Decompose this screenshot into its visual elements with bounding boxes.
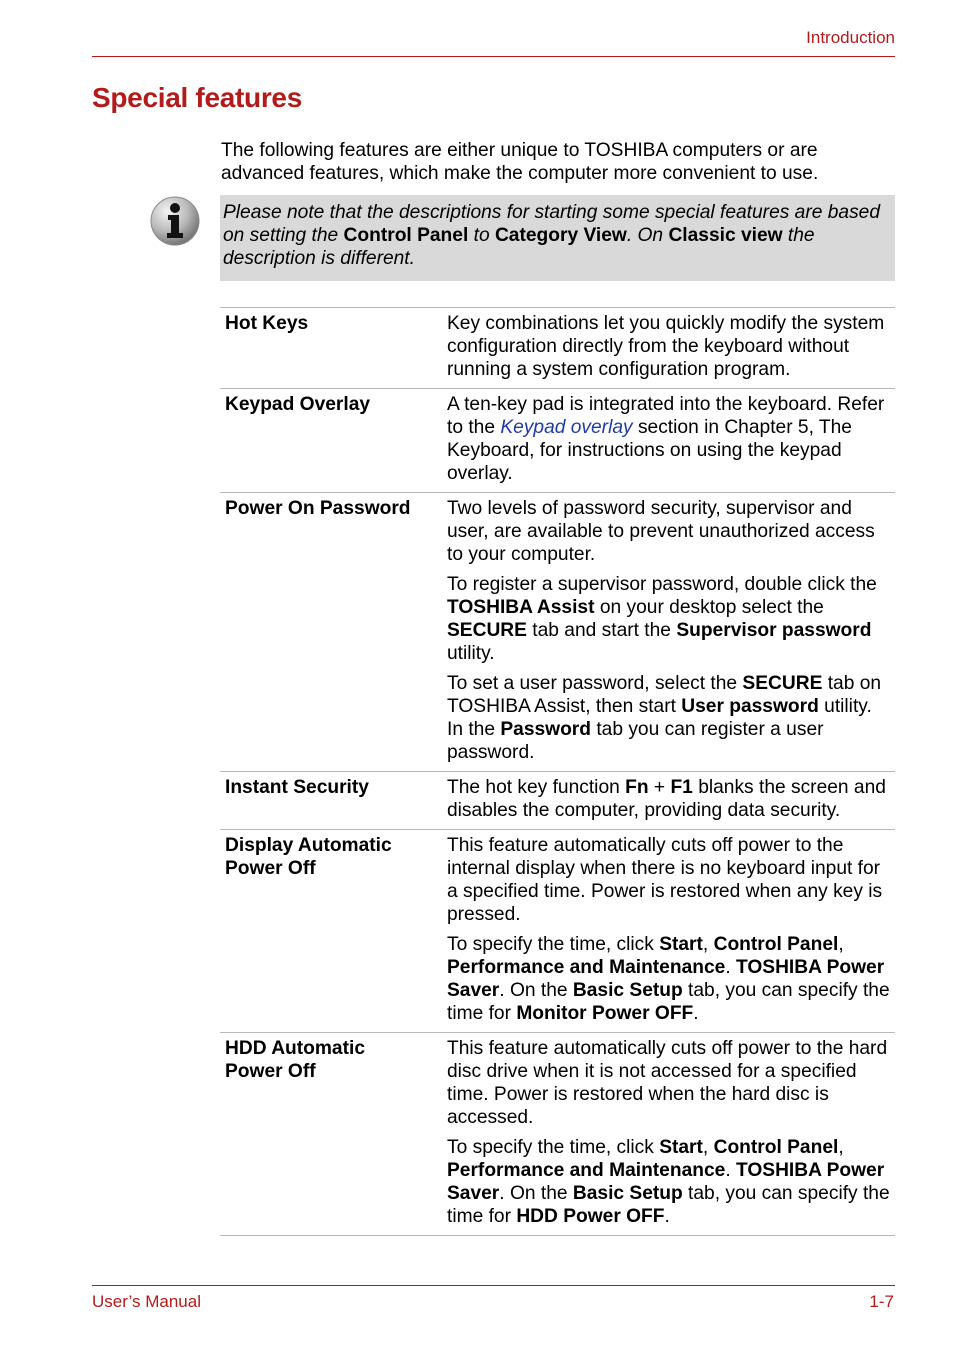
footer-rule	[92, 1285, 895, 1286]
header-rule	[92, 56, 895, 57]
page-title: Special features	[92, 82, 302, 113]
page-number: 1-7	[869, 1292, 894, 1311]
feature-description: Two levels of password security, supervisor and user, are available to prevent unauthorized access to your computer. To register a supervisor password, double click the TOSHIBA Assist on your desktop select the SECURE tab and start the Supervisor password utility. To set a user password, select the SECURE tab on TOSHIBA Assist, then start User password utility. In the Password tab you can register a user password.	[442, 493, 895, 772]
table-row	[220, 389, 895, 493]
intro-paragraph: The following features are either unique to TOSHIBA computers or are advanced features, which make the computer more convenient to use.	[221, 140, 819, 184]
feature-description: This feature automatically cuts off power to the internal display when there is no keyboard input for a specified time. Power is restored when any key is pressed. To specify the time, click Start, Control Panel, Performance and Maintenance. TOSHIBA Power Saver. On the Basic Setup tab, you can specify the time for Monitor Power OFF.	[442, 830, 895, 1033]
keypad-overlay-link[interactable]: Keypad overlay	[500, 417, 633, 438]
feature-description: This feature automatically cuts off power to the hard disc drive when it is not accessed for a specified time. Power is restored when the hard disc is accessed. To specify the time, click Start, Control Panel, Performance and Maintenance. TOSHIBA Power Saver. On the Basic Setup tab, you can specify the time for HDD Power OFF.	[442, 1033, 895, 1236]
table-row	[220, 830, 895, 1033]
feature-term: Hot Keys	[220, 308, 442, 389]
feature-description: The hot key function Fn + F1 blanks the screen and disables the computer, providing data security.	[442, 772, 895, 830]
feature-term: Keypad Overlay	[220, 389, 442, 493]
table-row	[220, 772, 895, 830]
footer-manual-label: User’s Manual	[92, 1292, 201, 1311]
running-header: Introduction	[806, 28, 895, 47]
feature-term: Instant Security	[220, 772, 442, 830]
features-table	[220, 307, 895, 1236]
feature-description: Key combinations let you quickly modify the system configuration directly from the keyboard without running a system configuration program.	[442, 308, 895, 389]
feature-term: Power On Password	[220, 493, 442, 772]
table-row	[220, 1033, 895, 1236]
feature-term: Display Automatic Power Off	[220, 830, 442, 1033]
table-row	[220, 308, 895, 389]
note-box: Please note that the descriptions for starting some special features are based on setting the Control Panel to Category View. On Classic view the description is different.	[220, 195, 895, 281]
feature-term: HDD Automatic Power Off	[220, 1033, 442, 1236]
info-icon	[150, 196, 200, 246]
feature-description: A ten-key pad is integrated into the keyboard. Refer to the Keypad overlay section in Chapter 5, The Keyboard, for instructions on using the keypad overlay.	[442, 389, 895, 493]
table-row	[220, 493, 895, 772]
